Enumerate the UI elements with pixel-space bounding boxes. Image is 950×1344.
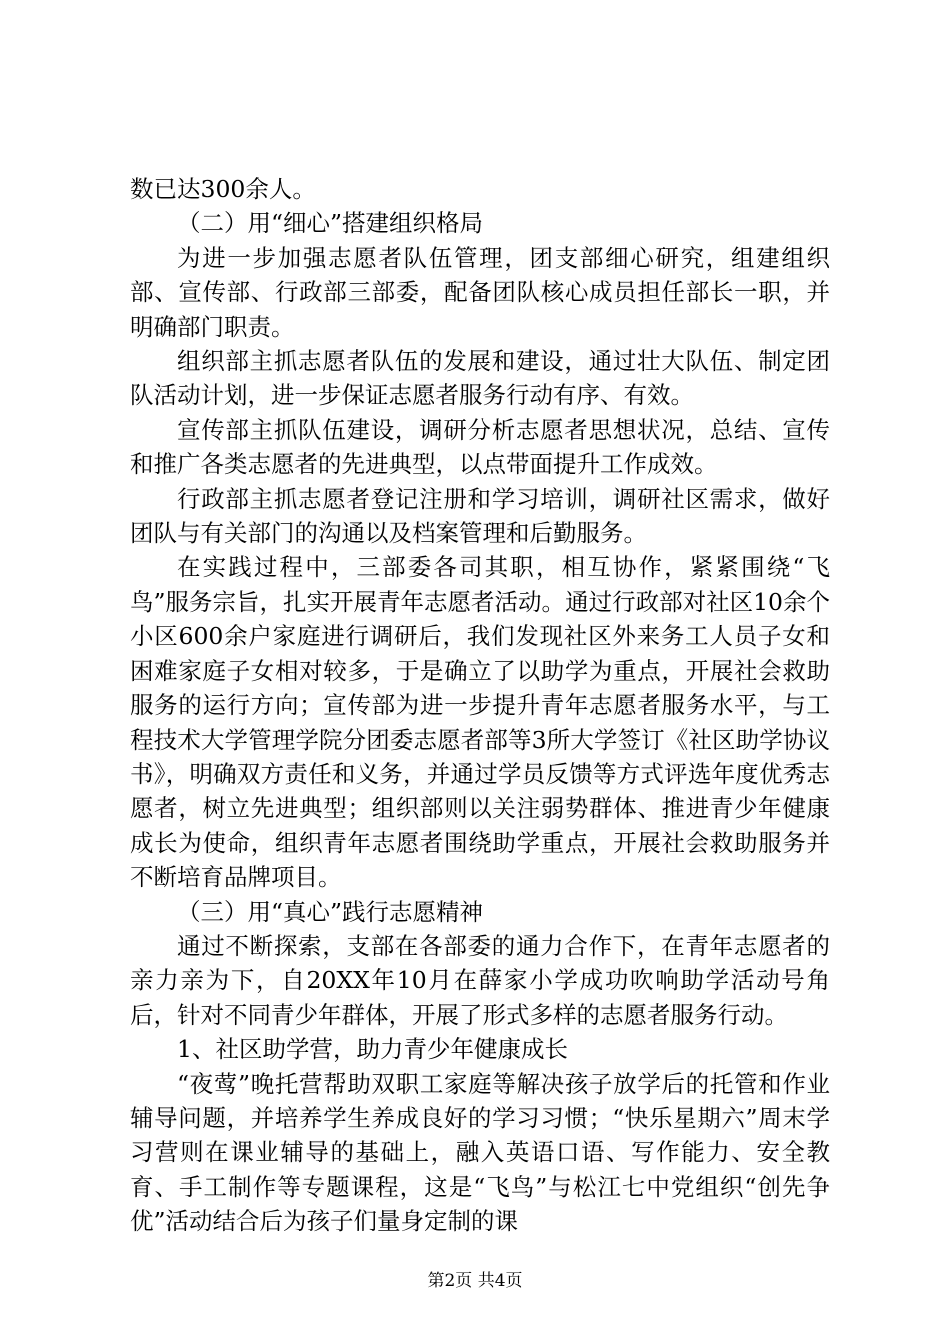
body-text (130, 172, 830, 1239)
paragraph: 组织部主抓志愿者队伍的发展和建设，通过壮大队伍、制定团队活动计划，进一步保证志愿者服务行动有序、有效。 (130, 347, 830, 410)
page-number-footer: 第2页 共4页 (427, 1271, 523, 1291)
section-heading-3: （三）用“真心”践行志愿精神 (177, 897, 484, 926)
paragraph: 数已达300余人。 (130, 175, 316, 203)
paragraph: 通过不断探索，支部在各部委的通力合作下，在青年志愿者的亲力亲为下，自20XX年10月在薛家小学成功吹响助学活动号角后，针对不同青少年群体，开展了形式多样的志愿者服务行动。 (130, 931, 830, 1029)
paragraph: “夜莺”晚托营帮助双职工家庭等解决孩子放学后的托管和作业辅导问题，并培养学生养成良好的学习习惯；“快乐星期六”周末学习营则在课业辅导的基础上，融入英语口语、写作能力、安全教育、手工制作等专题课程，这是“飞鸟”与松江七中党组织“创先争优”活动结合后为孩子们量身定制的课 (130, 1069, 830, 1236)
paragraph: 在实践过程中，三部委各司其职，相互协作，紧紧围绕“飞鸟”服务宗旨，扎实开展青年志愿者活动。通过行政部对社区10余个小区600余户家庭进行调研后，我们发现社区外来务工人员子女和困难家庭子女相对较多，于是确立了以助学为重点，开展社会救助服务的运行方向；宣传部为进一步提升青年志愿者服务水平，与工程技术大学管理学院分团委志愿者部等3所大学签订《社区助学协议书》，明确双方责任和义务，并通过学员反馈等方式评选年度优秀志愿者，树立先进典型；组织部则以关注弱势群体、推进青少年健康成长为使命，组织青年志愿者围绕助学重点，开展社会救助服务并不断培育品牌项目。 (130, 553, 830, 892)
subsection-heading-1: 1、社区助学营，助力青少年健康成长 (177, 1035, 568, 1064)
paragraph: 宣传部主抓队伍建设，调研分析志愿者思想状况，总结、宣传和推广各类志愿者的先进典型，以点带面提升工作成效。 (130, 415, 830, 479)
paragraph: 行政部主抓志愿者登记注册和学习培训，调研社区需求，做好团队与有关部门的沟通以及档案管理和后勤服务。 (130, 484, 830, 548)
section-heading-2: （二）用“细心”搭建组织格局 (177, 209, 484, 238)
paragraph: 为进一步加强志愿者队伍管理，团支部细心研究，组建组织部、宣传部、行政部三部委，配备团队核心成员担任部长一职，并明确部门职责。 (130, 243, 830, 341)
